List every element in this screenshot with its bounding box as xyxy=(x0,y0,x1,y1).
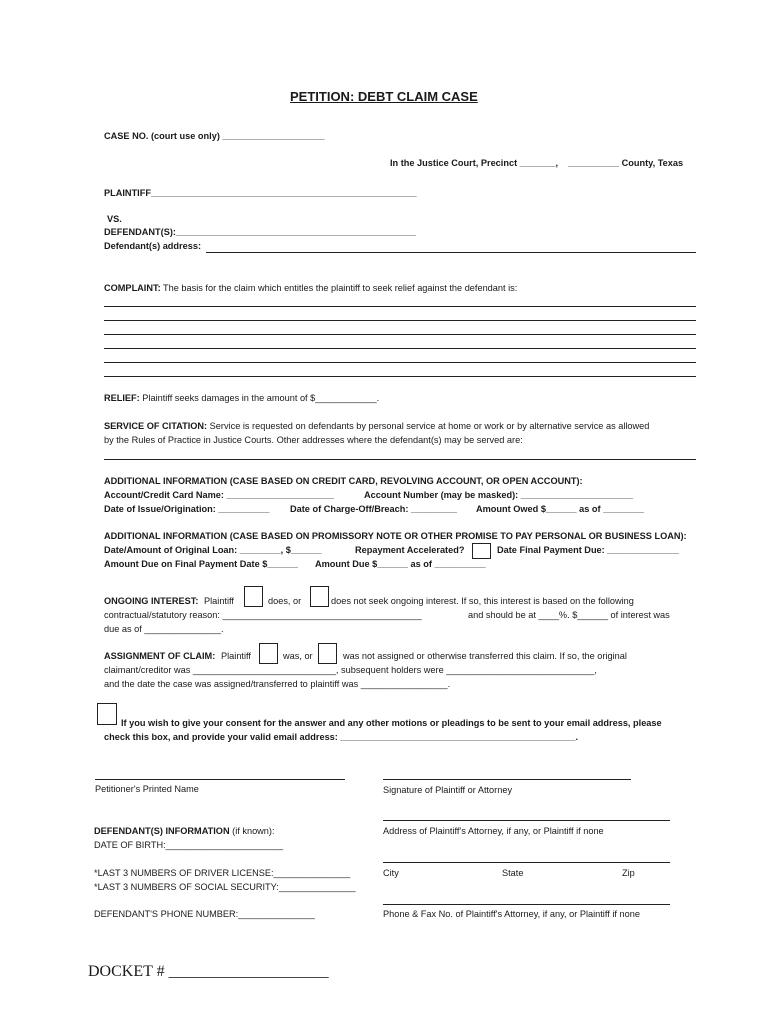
defendant-info-note: (if known): xyxy=(232,826,275,836)
account-number-field[interactable]: Account Number (may be masked): ______________________ xyxy=(364,490,634,500)
promissory-heading: ADDITIONAL INFORMATION (CASE BASED ON PROMISSORY NOTE OR OTHER PROMISE TO PAY PERSONAL OR BUSINESS LOAN): xyxy=(104,531,687,541)
city-state-zip-line[interactable] xyxy=(383,862,670,863)
page-title: PETITION: DEBT CLAIM CASE xyxy=(290,89,478,104)
defendant-info-text xyxy=(94,826,275,837)
service-text-line1 xyxy=(104,421,649,432)
assignment-was-label: was, or xyxy=(283,651,313,661)
assignment-date-field[interactable]: and the date the case was assigned/transferred to plaintiff was _________________. xyxy=(104,679,451,689)
phone-fax-label: Phone & Fax No. of Plaintiff's Attorney, if any, or Plaintiff if none xyxy=(383,909,640,919)
court-precinct-field[interactable]: In the Justice Court, Precinct _______, xyxy=(390,158,558,168)
credit-card-heading: ADDITIONAL INFORMATION (CASE BASED ON CREDIT CARD, REVOLVING ACCOUNT, OR OPEN ACCOUNT): xyxy=(104,476,583,486)
complaint-line-2[interactable] xyxy=(104,320,696,321)
assignment-plaintiff-label: Plaintiff xyxy=(221,651,251,661)
relief-amount[interactable]: Plaintiff seeks damages in the amount of $____________. xyxy=(142,393,380,403)
interest-does-not-label: does not seek ongoing interest. If so, this interest is based on the following xyxy=(331,596,634,606)
date-chargeoff-field[interactable]: Date of Charge-Off/Breach: _________ xyxy=(290,504,457,514)
service-line1: Service is requested on defendants by personal service at home or work or by alternative service as allowed xyxy=(209,421,650,431)
assignment-was-not-label: was not assigned or otherwise transferred this claim. If so, the original xyxy=(343,651,627,661)
vs-label: VS. xyxy=(107,214,122,224)
zip-label: Zip xyxy=(622,868,635,878)
complaint-description: The basis for the claim which entitles the plaintiff to seek relief against the defendant is: xyxy=(163,283,518,293)
court-county-field[interactable]: __________ County, Texas xyxy=(568,158,684,168)
assignment-label: ASSIGNMENT OF CLAIM: xyxy=(104,651,216,661)
email-consent-text: If you wish to give your consent for the answer and any other motions or pleadings to be sent to your email address, please xyxy=(121,718,662,728)
amount-due-field[interactable]: Amount Due $______ as of __________ xyxy=(315,559,486,569)
attorney-address-label: Address of Plaintiff's Attorney, if any, or Plaintiff if none xyxy=(383,826,604,836)
date-issue-field[interactable]: Date of Issue/Origination: __________ xyxy=(104,504,270,514)
defendants-address-line[interactable] xyxy=(206,252,696,253)
complaint-label: COMPLAINT: xyxy=(104,283,161,293)
complaint-line-3[interactable] xyxy=(104,334,696,335)
case-number-field[interactable]: CASE NO. (court use only) ____________________ xyxy=(104,131,325,141)
service-address-line[interactable] xyxy=(104,459,696,460)
defendant-phone-field[interactable]: DEFENDANT'S PHONE NUMBER:_______________ xyxy=(94,909,315,919)
original-loan-field[interactable]: Date/Amount of Original Loan: ________, $______ xyxy=(104,545,322,555)
phone-fax-line[interactable] xyxy=(383,904,670,905)
account-name-field[interactable]: Account/Credit Card Name: _____________________ xyxy=(104,490,334,500)
email-address-field[interactable]: check this box, and provide your valid email address: ______________________________________________. xyxy=(104,732,578,742)
interest-due-date-field[interactable]: due as of _______________. xyxy=(104,624,224,634)
signature-label: Signature of Plaintiff or Attorney xyxy=(383,785,513,795)
service-line2: by the Rules of Practice in Justice Courts. Other addresses where the defendant(s) may be served are: xyxy=(104,435,523,445)
repayment-accelerated-checkbox[interactable] xyxy=(472,543,491,559)
relief-text[interactable] xyxy=(104,393,379,404)
defendants-address-label: Defendant(s) address: xyxy=(104,241,201,251)
defendants-field[interactable]: DEFENDANT(S):_______________________________________________ xyxy=(104,227,417,237)
complaint-line-4[interactable] xyxy=(104,348,696,349)
printed-name-line[interactable] xyxy=(95,779,345,780)
interest-does-label: does, or xyxy=(268,596,302,606)
driver-license-field[interactable]: *LAST 3 NUMBERS OF DRIVER LICENSE:_______________ xyxy=(94,868,351,878)
docket-number-field[interactable]: DOCKET # ____________________ xyxy=(88,963,329,980)
state-label: State xyxy=(502,868,524,878)
complaint-line-1[interactable] xyxy=(104,306,696,307)
plaintiff-field[interactable]: PLAINTIFF____________________________________________________ xyxy=(104,188,417,198)
signature-line[interactable] xyxy=(383,779,631,780)
final-payment-field[interactable]: Date Final Payment Due: ______________ xyxy=(497,545,679,555)
service-label: SERVICE OF CITATION: xyxy=(104,421,208,431)
interest-does-not-checkbox[interactable] xyxy=(310,586,329,607)
attorney-address-line[interactable] xyxy=(383,820,670,821)
complaint-line-5[interactable] xyxy=(104,362,696,363)
amount-owed-field[interactable]: Amount Owed $______ as of ________ xyxy=(476,504,645,514)
interest-does-checkbox[interactable] xyxy=(244,586,263,607)
original-claimant-field[interactable]: claimant/creditor was ____________________________, subsequent holders were _____________________________, xyxy=(104,665,597,675)
relief-label: RELIEF: xyxy=(104,393,140,403)
email-consent-checkbox[interactable] xyxy=(97,703,117,725)
repayment-accelerated-label: Repayment Accelerated? xyxy=(355,545,465,555)
ongoing-interest-label: ONGOING INTEREST: xyxy=(104,596,199,606)
amount-due-final-field[interactable]: Amount Due on Final Payment Date $______ xyxy=(104,559,299,569)
interest-reason-field[interactable]: contractual/statutory reason: _______________________________________ xyxy=(104,610,422,620)
assignment-was-not-checkbox[interactable] xyxy=(318,643,337,664)
complaint-text xyxy=(104,283,517,294)
social-security-field[interactable]: *LAST 3 NUMBERS OF SOCIAL SECURITY:_______________ xyxy=(94,882,356,892)
interest-rate-field[interactable]: and should be at ____%. $______ of interest was xyxy=(468,610,670,620)
assignment-was-checkbox[interactable] xyxy=(259,643,278,664)
complaint-line-6[interactable] xyxy=(104,376,696,377)
interest-plaintiff-label: Plaintiff xyxy=(204,596,234,606)
printed-name-label: Petitioner's Printed Name xyxy=(95,784,199,794)
city-label: City xyxy=(383,868,399,878)
defendant-info-label: DEFENDANT(S) INFORMATION xyxy=(94,826,230,836)
date-of-birth-field[interactable]: DATE OF BIRTH:_______________________ xyxy=(94,840,284,850)
